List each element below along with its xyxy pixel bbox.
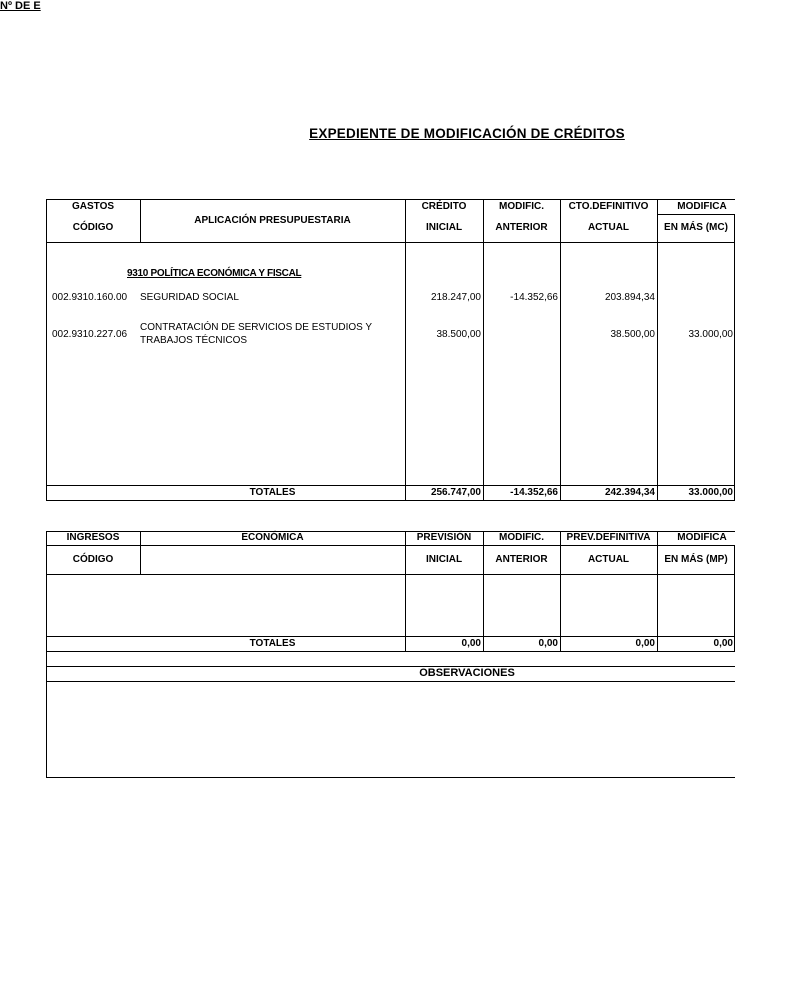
row-inicial: 38.500,00 — [436, 329, 481, 340]
totals-actual: 242.394,34 — [604, 487, 655, 498]
header-cto-definitivo: CTO.DEFINITIVO — [568, 201, 649, 212]
row-description: CONTRATACIÓN DE SERVICIOS DE ESTUDIOS Y — [140, 322, 373, 333]
row-actual: 38.500,00 — [610, 329, 655, 340]
header-gastos: GASTOS — [71, 201, 115, 212]
row-description-line2: TRABAJOS TÉCNICOS — [140, 335, 248, 346]
document-title: EXPEDIENTE DE MODIFICACIÓN DE CRÉDITOS — [309, 126, 625, 141]
header-en-mas-mp: EN MÁS (MP) — [664, 554, 728, 565]
header-modific: MODIFIC. — [499, 532, 544, 543]
header-inicial: INICIAL — [425, 554, 463, 565]
totals-actual: 0,00 — [635, 638, 655, 649]
header-aplicacion: APLICACIÓN PRESUPUESTARIA — [194, 215, 351, 226]
header-modificacion: MODIFICA — [677, 201, 727, 212]
totals-label: TOTALES — [249, 487, 296, 498]
header-inicial: INICIAL — [425, 222, 463, 233]
row-en-mas: 33.000,00 — [688, 329, 733, 340]
header-actual: ACTUAL — [587, 554, 630, 565]
row-actual: 203.894,34 — [604, 292, 655, 303]
totals-en-mas: 0,00 — [713, 638, 733, 649]
totals-label: TOTALES — [249, 638, 296, 649]
totals-inicial: 0,00 — [461, 638, 481, 649]
header-ingresos: INGRESOS — [66, 532, 120, 543]
header-modific: MODIFIC. — [499, 201, 544, 212]
header-en-mas-mc: EN MÁS (MC) — [664, 222, 728, 233]
header-anterior: ANTERIOR — [495, 554, 548, 565]
header-economica: ECONÓMICA — [241, 532, 304, 543]
row-description: SEGURIDAD SOCIAL — [140, 292, 239, 303]
expediente-number-label: Nº DE E — [0, 0, 41, 12]
header-credito: CRÉDITO — [421, 201, 467, 212]
totals-anterior: 0,00 — [538, 638, 558, 649]
header-prev-definitiva: PREV.DEFINITIVA — [566, 532, 651, 543]
row-anterior: -14.352,66 — [510, 292, 558, 303]
section-title: 9310 POLÍTICA ECONÓMICA Y FISCAL — [127, 268, 302, 279]
row-code: 002.9310.160.00 — [52, 292, 128, 303]
header-actual: ACTUAL — [587, 222, 630, 233]
totals-anterior: -14.352,66 — [510, 487, 558, 498]
row-code: 002.9310.227.06 — [52, 329, 128, 340]
totals-inicial: 256.747,00 — [430, 487, 481, 498]
header-prevision: PREVISIÓN — [416, 532, 472, 543]
header-anterior: ANTERIOR — [495, 222, 548, 233]
row-inicial: 218.247,00 — [430, 292, 481, 303]
header-modificacion: MODIFICA — [677, 532, 727, 543]
header-codigo: CÓDIGO — [72, 222, 114, 233]
totals-en-mas: 33.000,00 — [688, 487, 733, 498]
header-codigo: CÓDIGO — [72, 554, 114, 565]
observaciones-label: OBSERVACIONES — [419, 667, 515, 679]
